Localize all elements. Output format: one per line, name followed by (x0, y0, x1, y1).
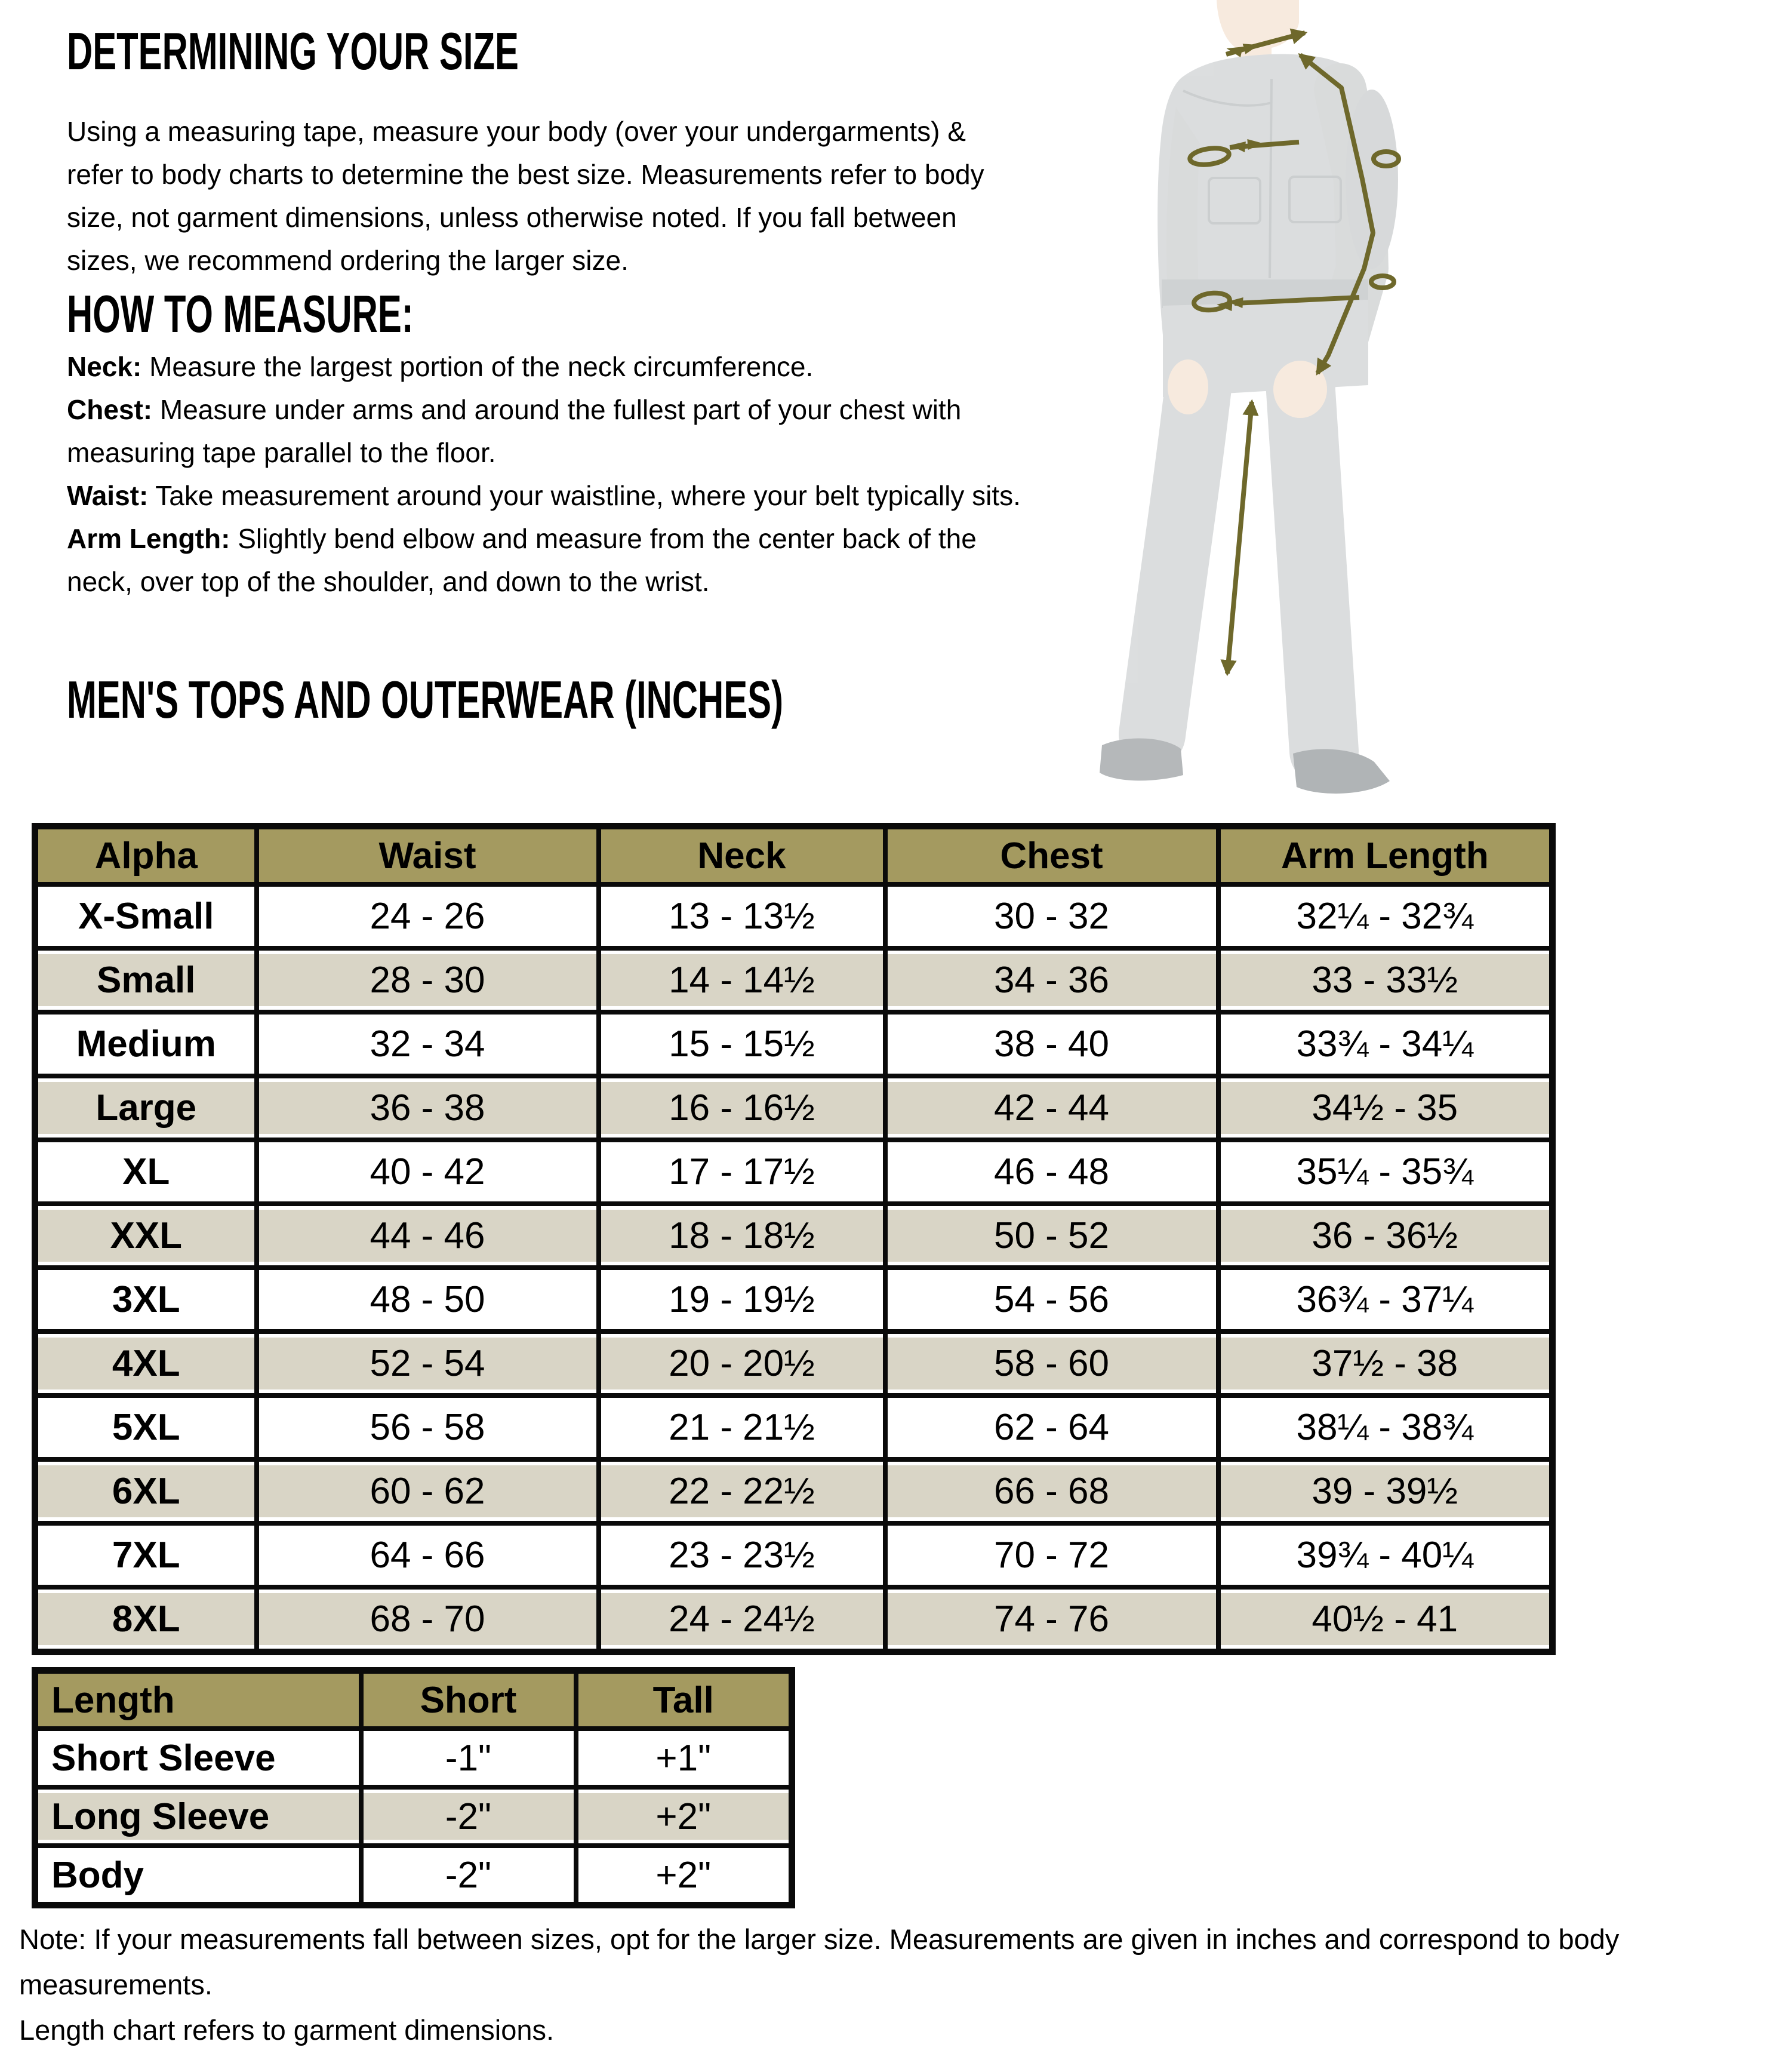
measure-instruction: Waist: Take measurement around your waistline, where your belt typically sits. (67, 480, 1021, 511)
value-cell: 32 - 34 (257, 1012, 599, 1076)
mens-tops-size-table (32, 823, 1556, 1655)
value-cell: 32¼ - 32¾ (1218, 884, 1553, 948)
measure-term: Neck: (67, 351, 142, 382)
measure-term: Chest: (67, 394, 153, 425)
value-cell: 22 - 22½ (599, 1459, 885, 1523)
value-cell: 74 - 76 (885, 1587, 1218, 1652)
header-row (35, 826, 1553, 885)
how-to-measure-heading (67, 284, 577, 343)
table-row (35, 1012, 1553, 1076)
value-cell: 34 - 36 (885, 948, 1218, 1012)
table-row (35, 1332, 1553, 1395)
size-label-cell: Medium (35, 1012, 257, 1076)
size-label-cell: 8XL (35, 1587, 257, 1652)
length-note-text: Length chart refers to garment dimensions. (19, 2014, 555, 2046)
measure-instructions (67, 345, 1031, 603)
value-cell: 64 - 66 (257, 1523, 599, 1587)
table-row (35, 1787, 792, 1846)
value-cell: 24 - 26 (257, 884, 599, 948)
column-header: Chest (885, 826, 1218, 885)
page-title (67, 21, 731, 81)
column-header: Tall (576, 1671, 792, 1729)
size-label-cell: 4XL (35, 1332, 257, 1395)
value-cell: 17 - 17½ (599, 1140, 885, 1204)
size-label-cell: 3XL (35, 1268, 257, 1332)
value-cell: 18 - 18½ (599, 1204, 885, 1268)
value-cell: -2" (361, 1846, 576, 1905)
measurement-figure-illustration (1092, 0, 1403, 803)
page-title-text: DETERMINING YOUR SIZE (67, 21, 519, 81)
value-cell: 50 - 52 (885, 1204, 1218, 1268)
table-row (35, 1204, 1553, 1268)
table-row (35, 1268, 1553, 1332)
value-cell: 62 - 64 (885, 1395, 1218, 1459)
value-cell: 42 - 44 (885, 1076, 1218, 1140)
value-cell: 13 - 13½ (599, 884, 885, 948)
value-cell: 56 - 58 (257, 1395, 599, 1459)
table-row (35, 1729, 792, 1787)
size-label-cell: Large (35, 1076, 257, 1140)
value-cell: 20 - 20½ (599, 1332, 885, 1395)
measure-term: Waist: (67, 480, 149, 511)
value-cell: 23 - 23½ (599, 1523, 885, 1587)
value-cell: +2" (576, 1846, 792, 1905)
note-text: Note: If your measurements fall between sizes, opt for the larger size. Measurements are given in inches and correspond to body measurements. (19, 1923, 1620, 2000)
value-cell: 28 - 30 (257, 948, 599, 1012)
value-cell: 19 - 19½ (599, 1268, 885, 1332)
value-cell: 58 - 60 (885, 1332, 1218, 1395)
value-cell: 30 - 32 (885, 884, 1218, 948)
column-header: Arm Length (1218, 826, 1553, 885)
header-row (35, 1671, 792, 1729)
measure-term: Arm Length: (67, 523, 230, 554)
table-row (35, 884, 1553, 948)
measure-instruction: Neck: Measure the largest portion of the neck circumference. (67, 351, 814, 382)
size-chart-heading (67, 670, 1120, 729)
footnotes (19, 1917, 1759, 2053)
value-cell: 46 - 48 (885, 1140, 1218, 1204)
size-label-cell: Body (35, 1846, 361, 1905)
value-cell: +1" (576, 1729, 792, 1787)
value-cell: 14 - 14½ (599, 948, 885, 1012)
value-cell: 33¾ - 34¼ (1218, 1012, 1553, 1076)
table-row (35, 1076, 1553, 1140)
intro-paragraph: Using a measuring tape, measure your body (over your undergarments) & refer to body charts to determine the best size. Measurements refer to body size, not garment dimensions, unless otherwise noted. If you fall between sizes, we recommend ordering the larger size. (67, 116, 984, 276)
value-cell: +2" (576, 1787, 792, 1846)
value-cell: -1" (361, 1729, 576, 1787)
column-header: Short (361, 1671, 576, 1729)
column-header: Neck (599, 826, 885, 885)
size-label-cell: Long Sleeve (35, 1787, 361, 1846)
value-cell: -2" (361, 1787, 576, 1846)
value-cell: 38 - 40 (885, 1012, 1218, 1076)
value-cell: 33 - 33½ (1218, 948, 1553, 1012)
size-label-cell: 7XL (35, 1523, 257, 1587)
table-row (35, 1523, 1553, 1587)
value-cell: 44 - 46 (257, 1204, 599, 1268)
size-chart-heading-text: MEN'S TOPS AND OUTERWEAR (INCHES) (67, 670, 784, 729)
measure-instruction: Chest: Measure under arms and around the fullest part of your chest with measuring tape parallel to the floor. (67, 394, 962, 468)
size-label-cell: 6XL (35, 1459, 257, 1523)
value-cell: 38¼ - 38¾ (1218, 1395, 1553, 1459)
column-header: Alpha (35, 826, 257, 885)
table-row (35, 1395, 1553, 1459)
size-label-cell: Short Sleeve (35, 1729, 361, 1787)
value-cell: 54 - 56 (885, 1268, 1218, 1332)
length-adjustment-table (32, 1667, 795, 1908)
how-to-measure-heading-text: HOW TO MEASURE: (67, 284, 414, 343)
value-cell: 35¼ - 35¾ (1218, 1140, 1553, 1204)
table-row (35, 1587, 1553, 1652)
table-row (35, 1846, 792, 1905)
value-cell: 48 - 50 (257, 1268, 599, 1332)
table-row (35, 948, 1553, 1012)
ghost-body (1100, 0, 1398, 794)
value-cell: 16 - 16½ (599, 1076, 885, 1140)
size-label-cell: X-Small (35, 884, 257, 948)
value-cell: 60 - 62 (257, 1459, 599, 1523)
measure-instruction: Arm Length: Slightly bend elbow and measure from the center back of the neck, over top of the shoulder, and down to the wrist. (67, 523, 977, 597)
size-label-cell: XXL (35, 1204, 257, 1268)
table-row (35, 1140, 1553, 1204)
value-cell: 39 - 39½ (1218, 1459, 1553, 1523)
value-cell: 52 - 54 (257, 1332, 599, 1395)
value-cell: 36 - 36½ (1218, 1204, 1553, 1268)
size-label-cell: XL (35, 1140, 257, 1204)
value-cell: 24 - 24½ (599, 1587, 885, 1652)
value-cell: 34½ - 35 (1218, 1076, 1553, 1140)
value-cell: 70 - 72 (885, 1523, 1218, 1587)
size-label-cell: 5XL (35, 1395, 257, 1459)
value-cell: 68 - 70 (257, 1587, 599, 1652)
value-cell: 66 - 68 (885, 1459, 1218, 1523)
value-cell: 39¾ - 40¼ (1218, 1523, 1553, 1587)
column-header: Length (35, 1671, 361, 1729)
value-cell: 36 - 38 (257, 1076, 599, 1140)
value-cell: 37½ - 38 (1218, 1332, 1553, 1395)
value-cell: 15 - 15½ (599, 1012, 885, 1076)
value-cell: 36¾ - 37¼ (1218, 1268, 1553, 1332)
column-header: Waist (257, 826, 599, 885)
value-cell: 40½ - 41 (1218, 1587, 1553, 1652)
table-row (35, 1459, 1553, 1523)
value-cell: 21 - 21½ (599, 1395, 885, 1459)
size-label-cell: Small (35, 948, 257, 1012)
value-cell: 40 - 42 (257, 1140, 599, 1204)
inseam-line (1227, 402, 1252, 674)
